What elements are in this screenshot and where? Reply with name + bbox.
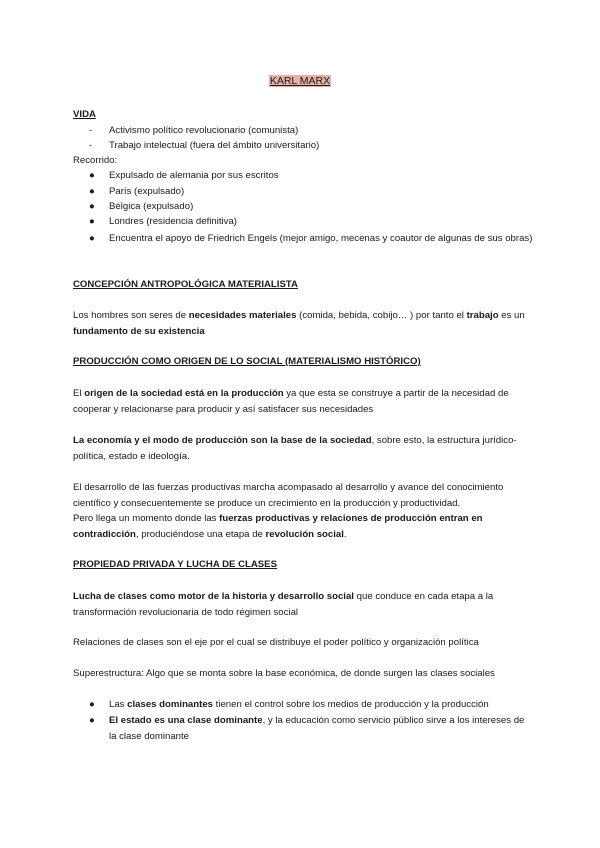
list-item: ● Bélgica (expulsado) — [89, 201, 194, 212]
list-item: ● Encuentra el apoyo de Friedrich Engels (mejor amigo, mecenas y coautor de algunas de sus obras) — [89, 233, 533, 244]
concepcion-heading: CONCEPCIÓN ANTROPOLÓGICA MATERIALISTA — [73, 279, 298, 290]
propiedad-paragraph-1: Lucha de clases como motor de la historia y desarrollo social que conduce en cada etapa a la transformación revolucionaria de todo régimen social — [73, 591, 494, 618]
list-item: ● Las clases dominantes tienen el control sobre los medios de producción y la producción — [89, 699, 489, 710]
document-title — [0, 75, 600, 87]
produccion-paragraph-2: La economía y el modo de producción son la base de la sociedad, sobre esto, la estructura jurídico-política, estado e ideología. — [73, 435, 517, 462]
propiedad-paragraph-2: Relaciones de clases son el eje por el cual se distribuye el poder político y organización política — [73, 637, 479, 648]
list-item: ● Londres (residencia definitiva) — [89, 216, 237, 227]
title-text: KARL MARX — [269, 75, 331, 87]
concepcion-paragraph: Los hombres son seres de necesidades materiales (comida, bebida, cobijo… ) por tanto el trabajo es un fundamento de su existencia — [73, 310, 525, 337]
produccion-paragraph-1: El origen de la sociedad está en la producción ya que esta se construye a partir de la necesidad de cooperar y relacionarse para producir y así satisfacer sus necesidades — [73, 388, 509, 415]
list-item: ● París (expulsado) — [89, 186, 185, 197]
propiedad-heading: PROPIEDAD PRIVADA Y LUCHA DE CLASES — [73, 559, 277, 570]
produccion-heading: PRODUCCIÓN COMO ORIGEN DE LO SOCIAL (MATERIALISMO HISTÓRICO) — [73, 356, 421, 367]
vida-heading: VIDA — [73, 109, 96, 120]
propiedad-paragraph-3: Superestructura: Algo que se monta sobre la base económica, de donde surgen las clases sociales — [73, 668, 495, 679]
produccion-paragraph-4: Pero llega un momento donde las fuerzas productivas y relaciones de producción entran en contradicción, produciéndose una etapa de revolución social. — [73, 513, 483, 540]
dash-item: - Trabajo intelectual (fuera del ámbito universitario) — [89, 140, 320, 151]
list-item: ● Expulsado de alemania por sus escritos — [89, 170, 279, 181]
produccion-paragraph-3: El desarrollo de las fuerzas productivas marcha acompasado al desarrollo y avance del conocimiento científico y consecuentemente se produce un crecimiento en la producción y productividad. — [73, 482, 504, 509]
list-item: ● El estado es una clase dominante, y la educación como servicio público sirve a los intereses de la clase dominante — [89, 715, 525, 742]
dash-item: - Activismo político revolucionario (comunista) — [89, 125, 299, 136]
recorrido-label: Recorrido: — [73, 155, 118, 166]
